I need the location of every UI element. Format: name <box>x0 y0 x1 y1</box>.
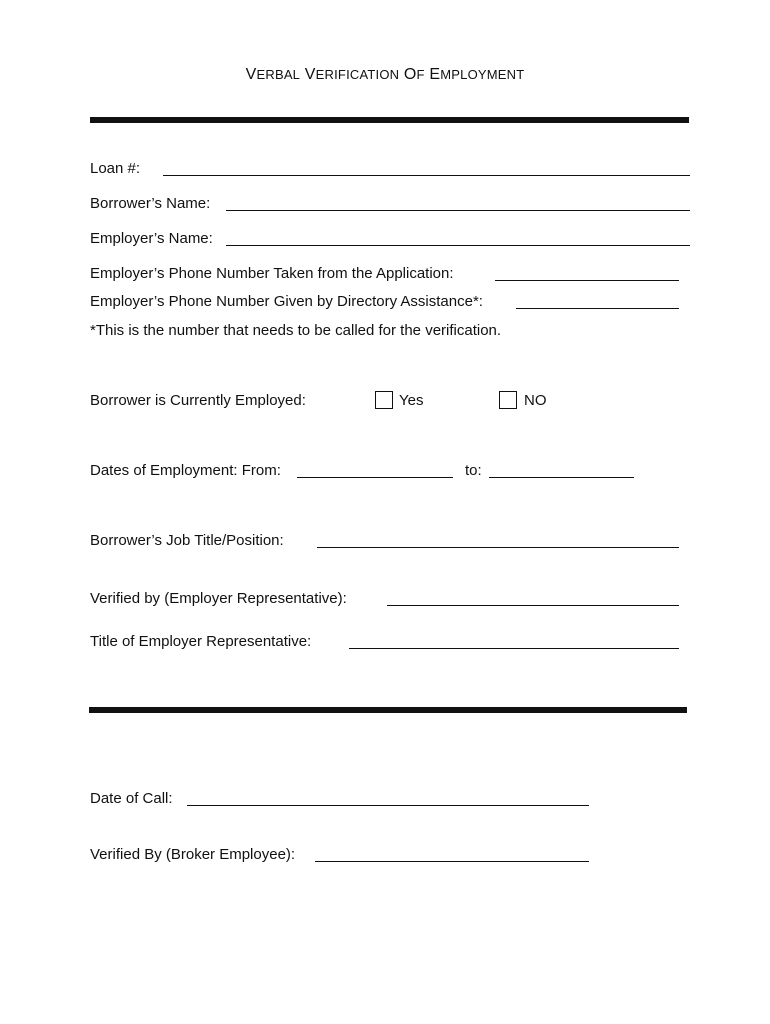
dates-to-field[interactable] <box>489 477 634 478</box>
dates-from-field[interactable] <box>297 477 453 478</box>
phone-application-field[interactable] <box>495 280 679 281</box>
verified-by-broker-label: Verified By (Broker Employee): <box>90 846 296 863</box>
currently-employed-label: Borrower is Currently Employed: <box>90 392 306 409</box>
yes-checkbox[interactable] <box>375 391 393 409</box>
verified-by-employer-field[interactable] <box>387 605 679 606</box>
title-letter: V <box>245 66 257 83</box>
title-letter: V <box>304 66 316 83</box>
bottom-divider <box>89 707 687 713</box>
title-letter: O <box>403 66 417 83</box>
date-of-call-label: Date of Call: <box>90 790 173 807</box>
no-checkbox[interactable] <box>499 391 517 409</box>
employer-name-label: Employer’s Name: <box>90 230 213 247</box>
borrower-name-label: Borrower’s Name: <box>90 195 211 212</box>
top-divider <box>90 117 689 123</box>
yes-label: Yes <box>399 392 424 409</box>
title-word: F <box>416 67 425 82</box>
title-word: MPLOYMENT <box>440 67 525 82</box>
employer-name-field[interactable] <box>226 245 690 246</box>
date-of-call-field[interactable] <box>187 805 589 806</box>
verified-by-employer-label: Verified by (Employer Representative): <box>90 590 347 607</box>
phone-directory-label: Employer’s Phone Number Given by Directory Assistance*: <box>90 293 483 310</box>
borrower-name-field[interactable] <box>226 210 690 211</box>
job-title-label: Borrower’s Job Title/Position: <box>90 532 284 549</box>
title-employer-rep-label: Title of Employer Representative: <box>90 633 312 650</box>
title-letter: E <box>429 66 441 83</box>
no-label: NO <box>524 392 547 409</box>
directory-note: *This is the number that needs to be called for the verification. <box>90 322 502 339</box>
dates-to-label: to: <box>465 462 482 479</box>
verified-by-broker-field[interactable] <box>315 861 589 862</box>
form-title <box>0 66 770 84</box>
job-title-field[interactable] <box>317 547 679 548</box>
title-word: ERBAL <box>256 67 301 82</box>
phone-application-label: Employer’s Phone Number Taken from the Application: <box>90 265 454 282</box>
loan-number-field[interactable] <box>163 175 690 176</box>
title-employer-rep-field[interactable] <box>349 648 679 649</box>
phone-directory-field[interactable] <box>516 308 679 309</box>
loan-label: Loan #: <box>90 160 141 177</box>
title-word: ERIFICATION <box>315 67 400 82</box>
dates-from-label: Dates of Employment: From: <box>90 462 281 479</box>
